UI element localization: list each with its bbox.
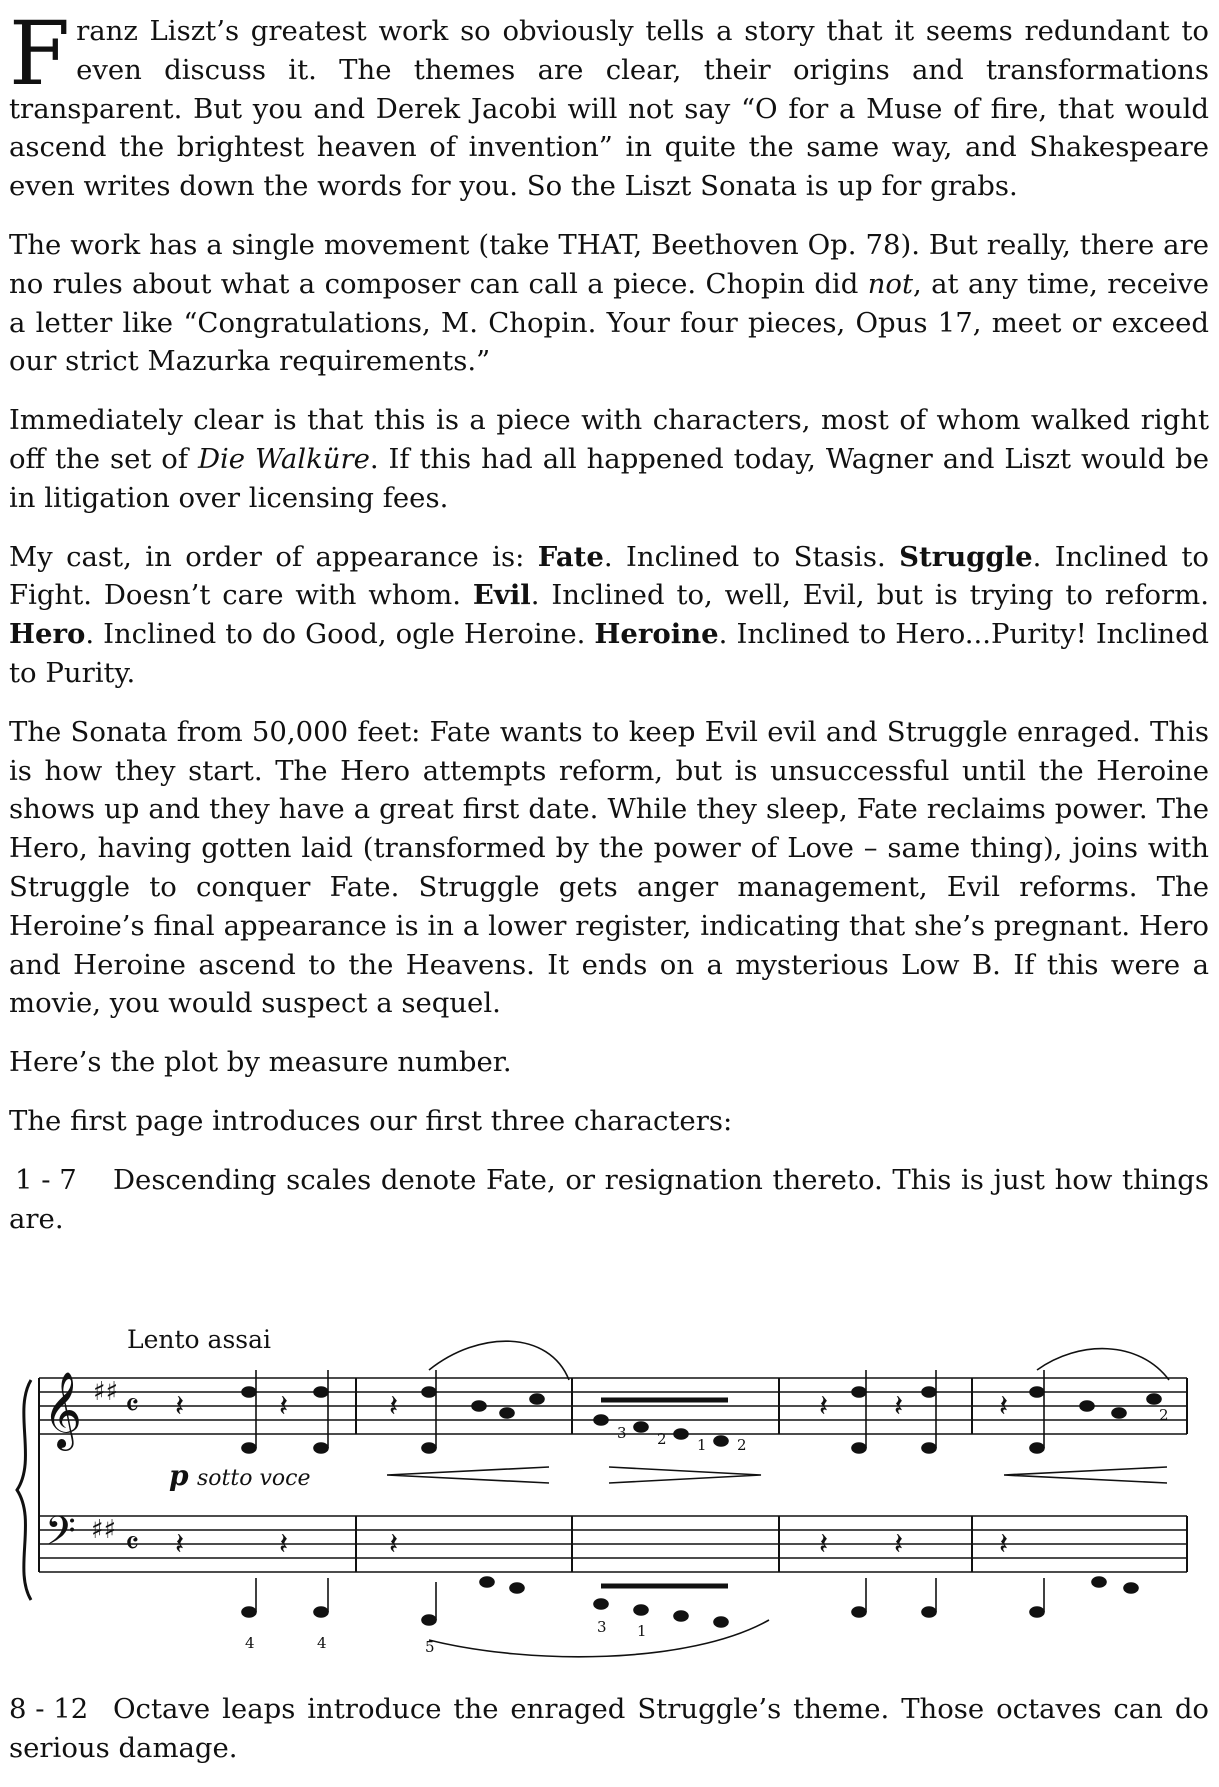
fingering: 2	[737, 1436, 747, 1454]
key-signature-bass: ♯♯	[91, 1515, 117, 1545]
text-run: . If this had all happened today, Wagner and Liszt would be in litigation over licensing fees.	[9, 442, 1209, 514]
paragraph-plot-intro: Here’s the plot by measure number.	[9, 1046, 512, 1079]
measure-text: Octave leaps introduce the enraged Struggle’s theme. Those octaves can do serious damage.	[9, 1693, 1209, 1764]
cast-evil: Evil	[472, 579, 531, 612]
fingering: 1	[637, 1622, 647, 1640]
text-run: . Inclined to Stasis.	[603, 540, 900, 573]
treble-staff	[39, 1378, 1187, 1434]
fingering: 3	[617, 1424, 627, 1442]
document-body-continued	[9, 1690, 1209, 1768]
text-run: Immediately clear is that this is a piece with characters, most of whom walked right off the set of	[9, 404, 1209, 475]
fingering: 3	[597, 1618, 607, 1636]
fingering: 4	[317, 1634, 327, 1652]
fingering: 5	[425, 1638, 435, 1656]
document-body	[9, 0, 1209, 1238]
cast-heroine: Heroine	[594, 618, 719, 651]
slur	[429, 1341, 569, 1380]
measure-number: 8 - 12	[9, 1693, 89, 1725]
fingering: 2	[657, 1430, 667, 1448]
rest: 𝄽	[279, 1527, 289, 1562]
measure-entry-1-7	[9, 1161, 1209, 1239]
hairpins	[387, 1467, 1167, 1483]
drop-cap: F	[9, 2, 71, 105]
paragraph-intro-text: ranz Liszt’s greatest work so obviously tells a story that it seems redundant to even discuss it. The themes are clear, their origins and transformations transparent. But you and Derek Jacobi will not say “O for a Muse of fire, that would ascend the brightest heaven of invention” in quite the same way, and Shakespeare even writes down the words for you. So the Liszt Sonata is up for grabs.	[9, 15, 1209, 203]
bass-notes	[242, 1577, 1138, 1627]
paragraph-single-movement	[9, 226, 1209, 381]
rest: 𝄽	[175, 1389, 185, 1424]
cast-struggle: Struggle	[899, 540, 1033, 573]
time-signature-bass: 𝄴	[125, 1524, 140, 1562]
paragraph-overview: The Sonata from 50,000 feet: Fate wants to keep Evil evil and Struggle enraged. This is how they start. The Hero attempts reform, but is unsuccessful until the Heroine shows up and they have a great first date. While they sleep, Fate reclaims power. The Hero, having gotten laid (transformed by the power of Love – same thing), joins with Struggle to conquer Fate. Struggle gets anger management, Evil reforms. The Heroine’s final appearance is in a lower register, indicating that she’s pregnant. Hero and Heroine ascend to the Heavens. It ends on a mysterious Low B. If this were a movie, you would suspect a sequel.	[9, 715, 1209, 1020]
text-run: , at any time, receive a letter like “Congratulations, M. Chopin. Your four pieces, Opus 17, meet or exceed our strict Mazurka requirements.”	[9, 267, 1209, 378]
rest: 𝄽	[894, 1527, 904, 1562]
measure-number: 1 - 7	[15, 1163, 77, 1196]
emphasis-not: not	[867, 267, 914, 300]
rest: 𝄽	[389, 1527, 399, 1562]
emphasis-die-walkure: Die Walküre	[197, 442, 370, 475]
paragraph-characters	[9, 401, 1209, 517]
time-signature-treble: 𝄴	[125, 1386, 140, 1424]
music-score	[9, 1320, 1209, 1680]
rest: 𝄽	[894, 1389, 904, 1424]
paragraph-cast	[9, 538, 1209, 693]
text-run: . Inclined to Fight. Doesn’t care with whom.	[9, 540, 1209, 612]
cast-fate: Fate	[537, 540, 604, 573]
rest: 𝄽	[279, 1389, 289, 1424]
text-run: . Inclined to do Good, ogle Heroine.	[85, 618, 595, 651]
rest: 𝄽	[819, 1527, 829, 1562]
fingering: 4	[245, 1634, 255, 1652]
slur	[1037, 1349, 1169, 1380]
treble-clef: 𝄞	[43, 1371, 83, 1448]
measure-entry-8-12	[9, 1690, 1209, 1768]
dynamic-marking: p	[169, 1459, 189, 1492]
bass-clef: 𝄢	[45, 1508, 76, 1564]
text-run: The work has a single movement (take THAT, Beethoven Op. 78). But really, there are no rules about what a composer can call a piece. Chopin did	[9, 228, 1209, 300]
text-run: . Inclined to Hero...Purity! Inclined to Purity.	[9, 618, 1209, 689]
fingering: 2	[1159, 1406, 1169, 1424]
fingering: 1	[697, 1436, 707, 1454]
paragraph-intro	[9, 2, 1209, 206]
expression-marking: sotto voce	[197, 1466, 311, 1491]
rest: 𝄽	[389, 1389, 399, 1424]
measure-text: Descending scales denote Fate, or resignation thereto. This is just how things are.	[9, 1163, 1209, 1235]
bass-staff	[39, 1516, 1187, 1572]
rest: 𝄽	[175, 1527, 185, 1562]
brace	[17, 1380, 31, 1600]
cast-hero: Hero	[9, 618, 86, 651]
paragraph-first-page: The first page introduces our first three characters:	[9, 1104, 733, 1137]
text-run: . Inclined to, well, Evil, but is trying to reform.	[530, 579, 1209, 612]
text-run: My cast, in order of appearance is:	[9, 540, 538, 573]
rest: 𝄽	[999, 1389, 1009, 1424]
tempo-marking: Lento assai	[127, 1325, 272, 1354]
key-signature-treble: ♯♯	[93, 1377, 119, 1407]
rest: 𝄽	[999, 1527, 1009, 1562]
rest: 𝄽	[819, 1389, 829, 1424]
